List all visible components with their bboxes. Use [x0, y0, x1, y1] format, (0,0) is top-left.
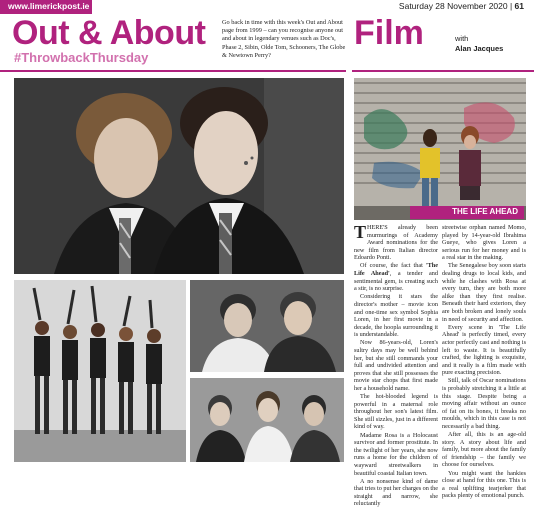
- review-paragraph: Still, talk of Oscar nominations is probably stretching it a little at this stage. Despite being a moving affair without an ounce of fat on its bones, it breaks no moulds, which in this case is not necessarily a bad thing.: [442, 377, 526, 430]
- issue-date: [399, 1, 524, 11]
- review-text: , a tender and sentimental gem, is creating such a stir, is no surprise.: [354, 270, 438, 293]
- masthead: [0, 0, 534, 14]
- dance-group-photo: [14, 280, 186, 462]
- site-url[interactable]: www.limerickpost.ie: [8, 1, 90, 11]
- review-paragraph: [354, 224, 438, 262]
- review-paragraph: You might want the hankies close at hand for this one. This is a real uplifting tearjerker that packs plenty of emotional punch.: [442, 469, 526, 500]
- site-url-bar: [0, 0, 140, 14]
- review-paragraph: [354, 262, 438, 292]
- film-caption-box: [410, 206, 524, 219]
- section-rule-left: [0, 70, 346, 72]
- review-text: Of course, the fact that: [360, 262, 426, 270]
- issue-date-text: Saturday 28 November 2020 |: [398, 1, 515, 11]
- bar-group-photo: [190, 378, 344, 462]
- film-author: Alan Jacques: [455, 44, 504, 53]
- review-paragraph: Considering it stars the director's mother – movie icon and one-time sex symbol Sophia Loren, in her first movie in a decade, the hoopla surrounding it is understandable.: [354, 293, 438, 339]
- review-paragraph: The Senegalese boy soon starts dealing drugs to local kids, and while he clashes with Rosa at every turn, they are both more alike than they first realise. Beneath their hard exteriors, they are both broken and lonely souls in need of security and affection.: [442, 262, 526, 323]
- drop-cap: T: [354, 222, 367, 242]
- review-text: HERE'S already been murmurings of Academy Award nominations for the new film from Italian director Edoardo Ponti.: [354, 224, 438, 262]
- throwback-hashtag: #ThrowbackThursday: [14, 50, 149, 65]
- film-review-column-2: [442, 224, 526, 500]
- review-paragraph: The hot-blooded legend is powerful in a maternal role throughout her son's latest film. She still sizzles, just in a different kind of way.: [354, 393, 438, 431]
- review-paragraph: Madame Rosa is a Holocaust survivor and former prostitute. In the twilight of her years, she now runs a home for the children of wayward streetwalkers in beautiful coastal Italian town.: [354, 431, 438, 477]
- out-about-title: Out & About: [12, 14, 206, 52]
- film-still-photo: [354, 78, 526, 220]
- review-paragraph: A no nonsense kind of dame that tries to put her charges on the straight and narrow, she reluctantly: [354, 477, 438, 508]
- film-title: Film: [354, 14, 424, 52]
- film-review-column-1: [354, 222, 438, 508]
- out-about-blurb: Go back in time with this week's Out and About page from 1999 – can you recognise anyone out and about in legendary venues such as Doc's, Phase 2, Sibin, Olde Tom, Schooners, The Globe & Newtown Perry?: [222, 19, 346, 59]
- film-with-label: with: [455, 34, 469, 43]
- main-nightlife-photo: [14, 78, 344, 274]
- review-paragraph: Every scene in 'The Life Ahead' is perfectly timed, every actor perfectly cast and nothing is left to waste. It is beautifully crafted, the lighting is exquisite, and it really is a film made with pure exacting precision.: [442, 323, 526, 377]
- review-paragraph: Now 86-years-old, Loren's sultry days may be well behind her, but she still commands your full and undivided attention and proves that she still possesses the movie star chops that first made her a household name.: [354, 339, 438, 392]
- review-paragraph: streetwise orphan named Momo, played by 14-year-old Ibrahima Gueye, who gives Loren a serious run for her money and is a real star in the making.: [442, 224, 526, 262]
- two-friends-photo: [190, 280, 344, 372]
- page-number: 61: [514, 1, 524, 11]
- review-paragraph: After all, this is an age-old story. A story about life and family, but more about the family of friendship – the family we choose for ourselves.: [442, 431, 526, 469]
- film-title-mention: 'The Life Ahead': [354, 262, 438, 278]
- section-rule-right: [352, 70, 534, 72]
- film-photo-caption: THE LIFE AHEAD: [452, 207, 518, 216]
